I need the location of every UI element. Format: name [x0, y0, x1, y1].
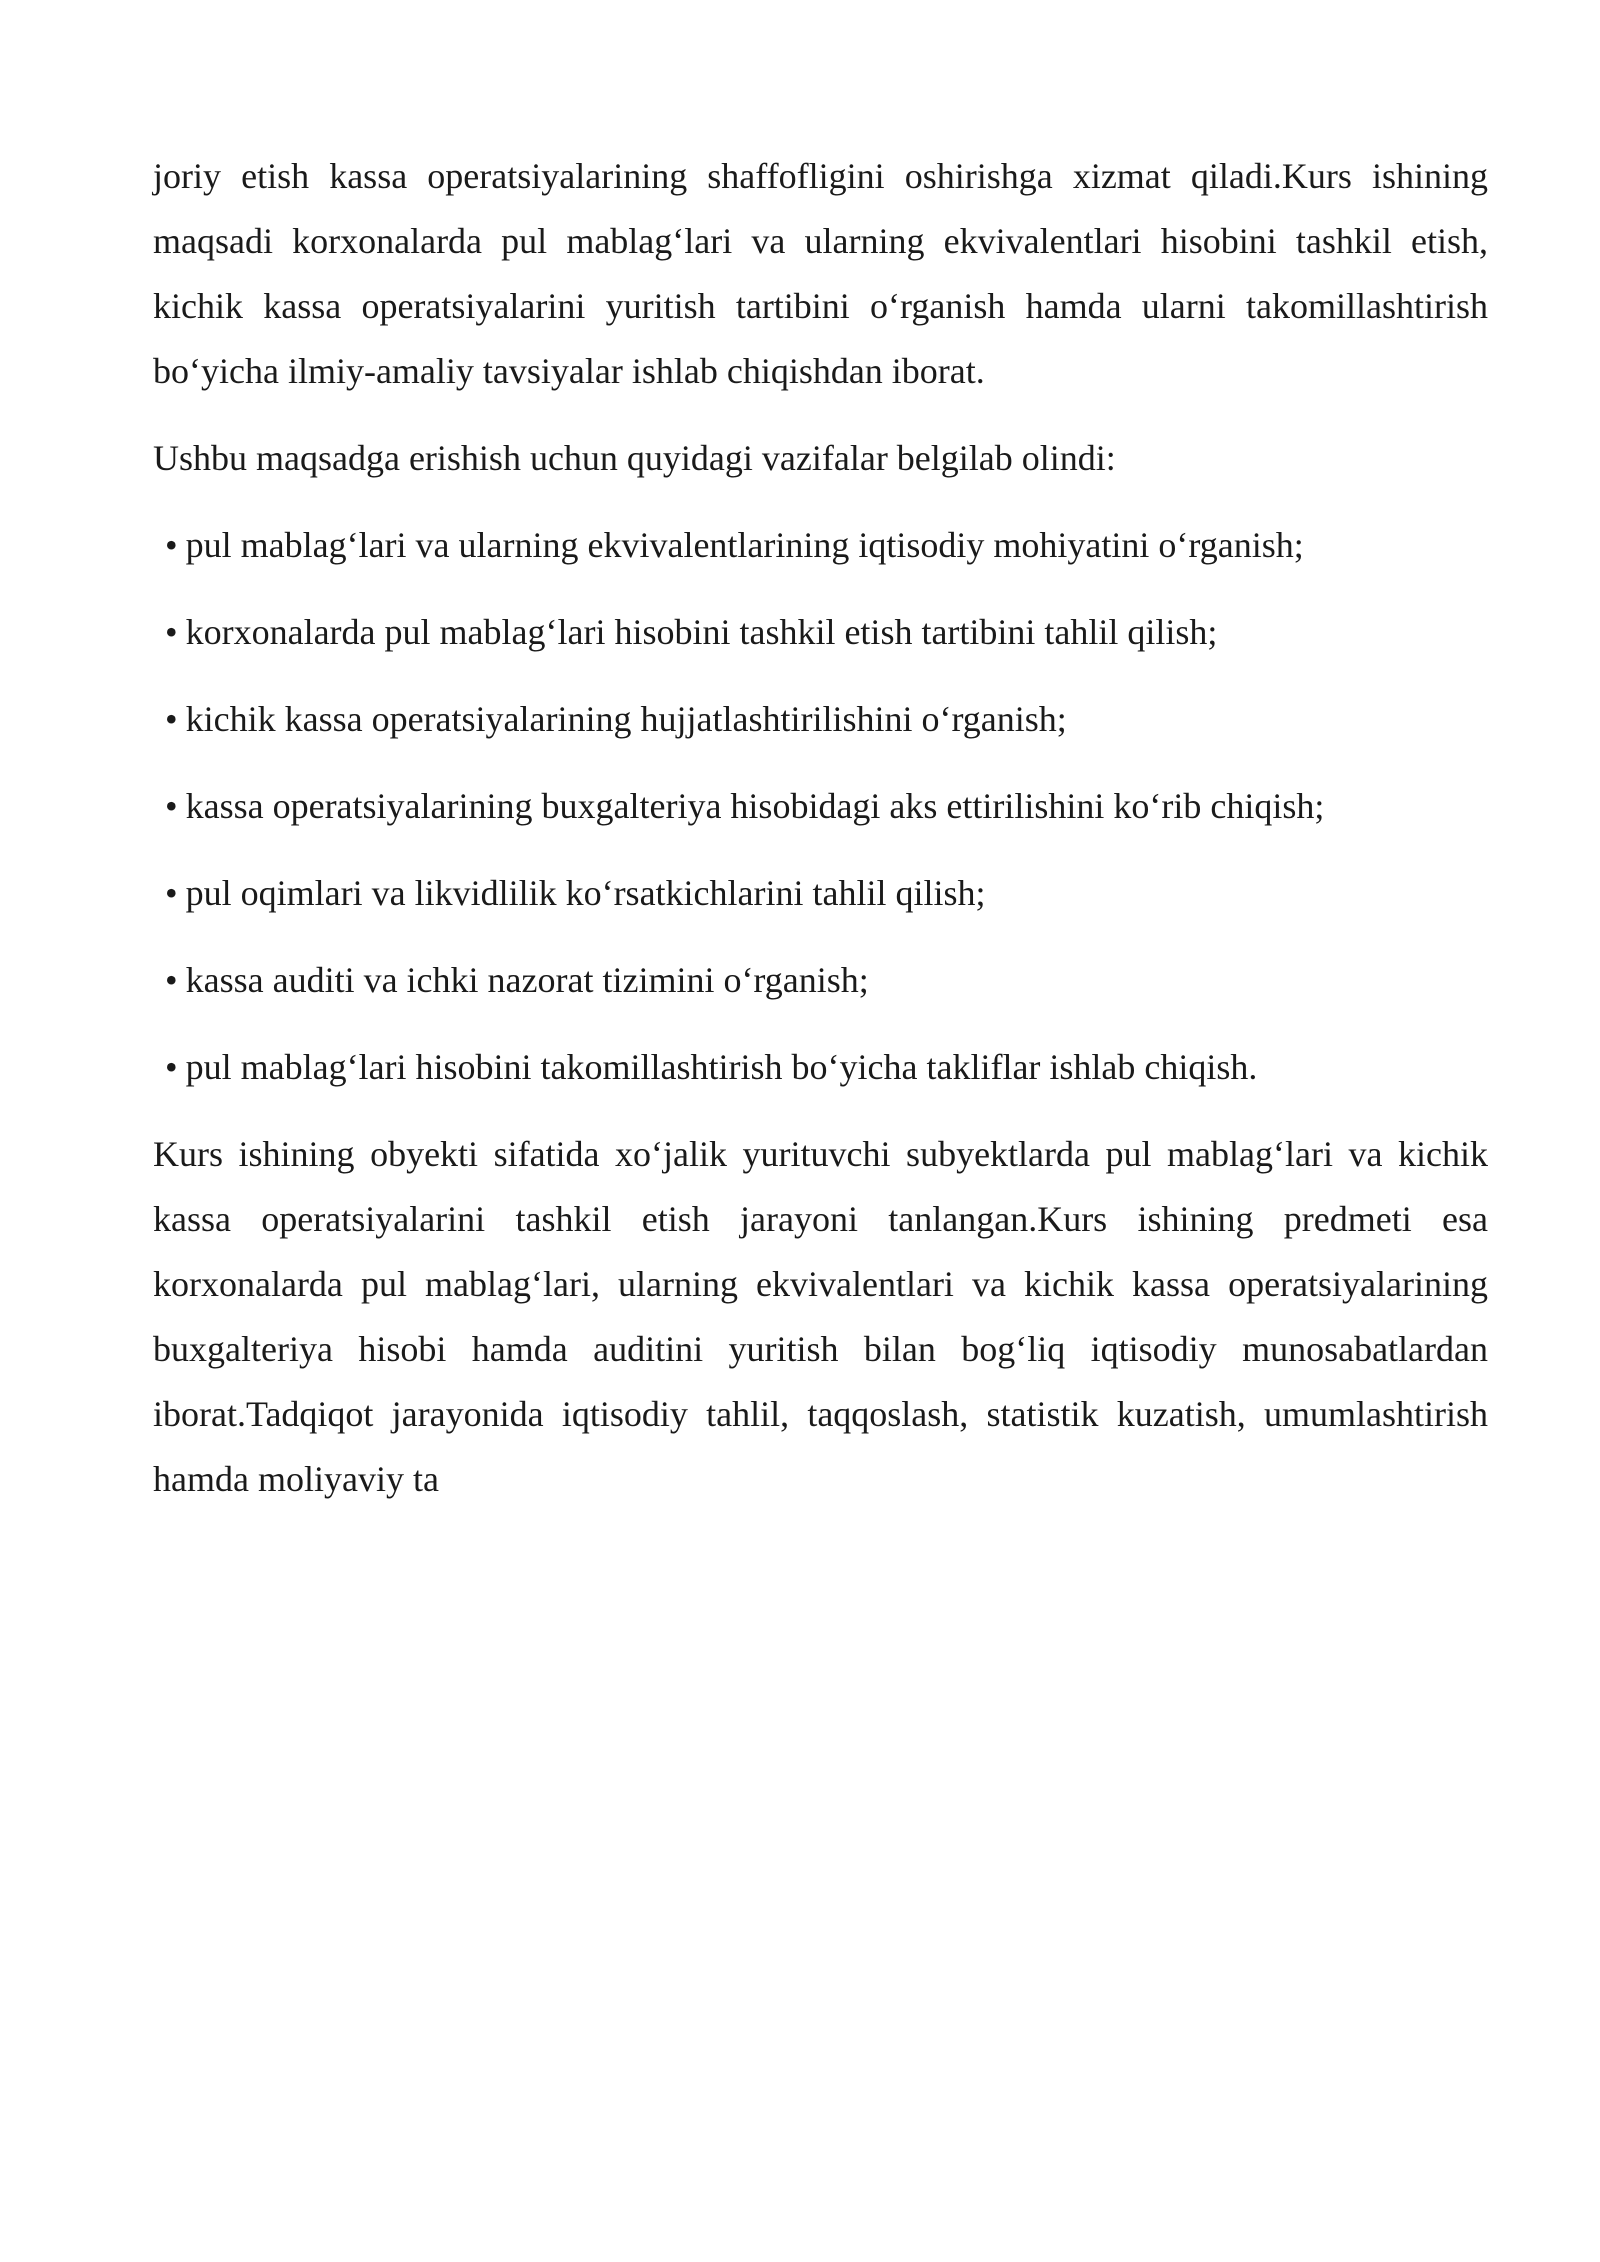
list-item [153, 687, 1488, 752]
bullet-icon: • [165, 612, 178, 652]
bullet-icon: • [165, 873, 178, 913]
list-item [153, 948, 1488, 1013]
bullet-icon: • [165, 1047, 178, 1087]
list-item [153, 600, 1488, 665]
paragraph-tasks-intro: Ushbu maqsadga erishish uchun quyidagi vazifalar belgilab olindi: [153, 438, 1116, 478]
bullet-icon: • [165, 960, 178, 1000]
paragraph-purpose: joriy etish kassa operatsiyalarining shaffofligini oshirishga xizmat qiladi.Kurs ishining maqsadi korxonalarda pul mablag‘lari va ularning ekvivalentlari hisobini tashkil etish, kichik kassa operatsiyalarini yuritish tartibini o‘rganish hamda ularni takomillashtirish bo‘yicha ilmiy-amaliy tavsiyalar ishlab chiqishdan iborat. [153, 156, 1488, 391]
list-item-text: kassa operatsiyalarining buxgalteriya hisobidagi aks ettirilishini ko‘rib chiqish; [185, 786, 1325, 826]
list-item-text: pul mablag‘lari va ularning ekvivalentlarining iqtisodiy mohiyatini o‘rganish; [185, 525, 1304, 565]
list-item [153, 1035, 1488, 1100]
list-item-text: pul mablag‘lari hisobini takomillashtirish bo‘yicha takliflar ishlab chiqish. [185, 1047, 1258, 1087]
list-item-text: korxonalarda pul mablag‘lari hisobini tashkil etish tartibini tahlil qilish; [185, 612, 1218, 652]
task-list [153, 513, 1488, 1100]
list-item [153, 513, 1488, 578]
list-item [153, 774, 1488, 839]
list-item [153, 861, 1488, 926]
list-item-text: kichik kassa operatsiyalarining hujjatlashtirilishini o‘rganish; [185, 699, 1067, 739]
bullet-icon: • [165, 525, 178, 565]
bullet-icon: • [165, 786, 178, 826]
list-item-text: pul oqimlari va likvidlilik ko‘rsatkichlarini tahlil qilish; [185, 873, 986, 913]
paragraph-object-subject: Kurs ishining obyekti sifatida xo‘jalik yurituvchi subyektlarda pul mablag‘lari va kichik kassa operatsiyalarini tashkil etish jarayoni tanlangan.Kurs ishining predmeti esa korxonalarda pul mablag‘lari, ularning ekvivalentlari va kichik kassa operatsiyalarining buxgalteriya hisobi hamda auditini yuritish bilan bog‘liq iqtisodiy munosabatlardan iborat.Tadqiqot jarayonida iqtisodiy tahlil, taqqoslash, statistik kuzatish, umumlashtirish hamda moliyaviy ta [153, 1134, 1488, 1499]
document-body [153, 144, 1488, 1512]
bullet-icon: • [165, 699, 178, 739]
list-item-text: kassa auditi va ichki nazorat tizimini o‘rganish; [185, 960, 869, 1000]
